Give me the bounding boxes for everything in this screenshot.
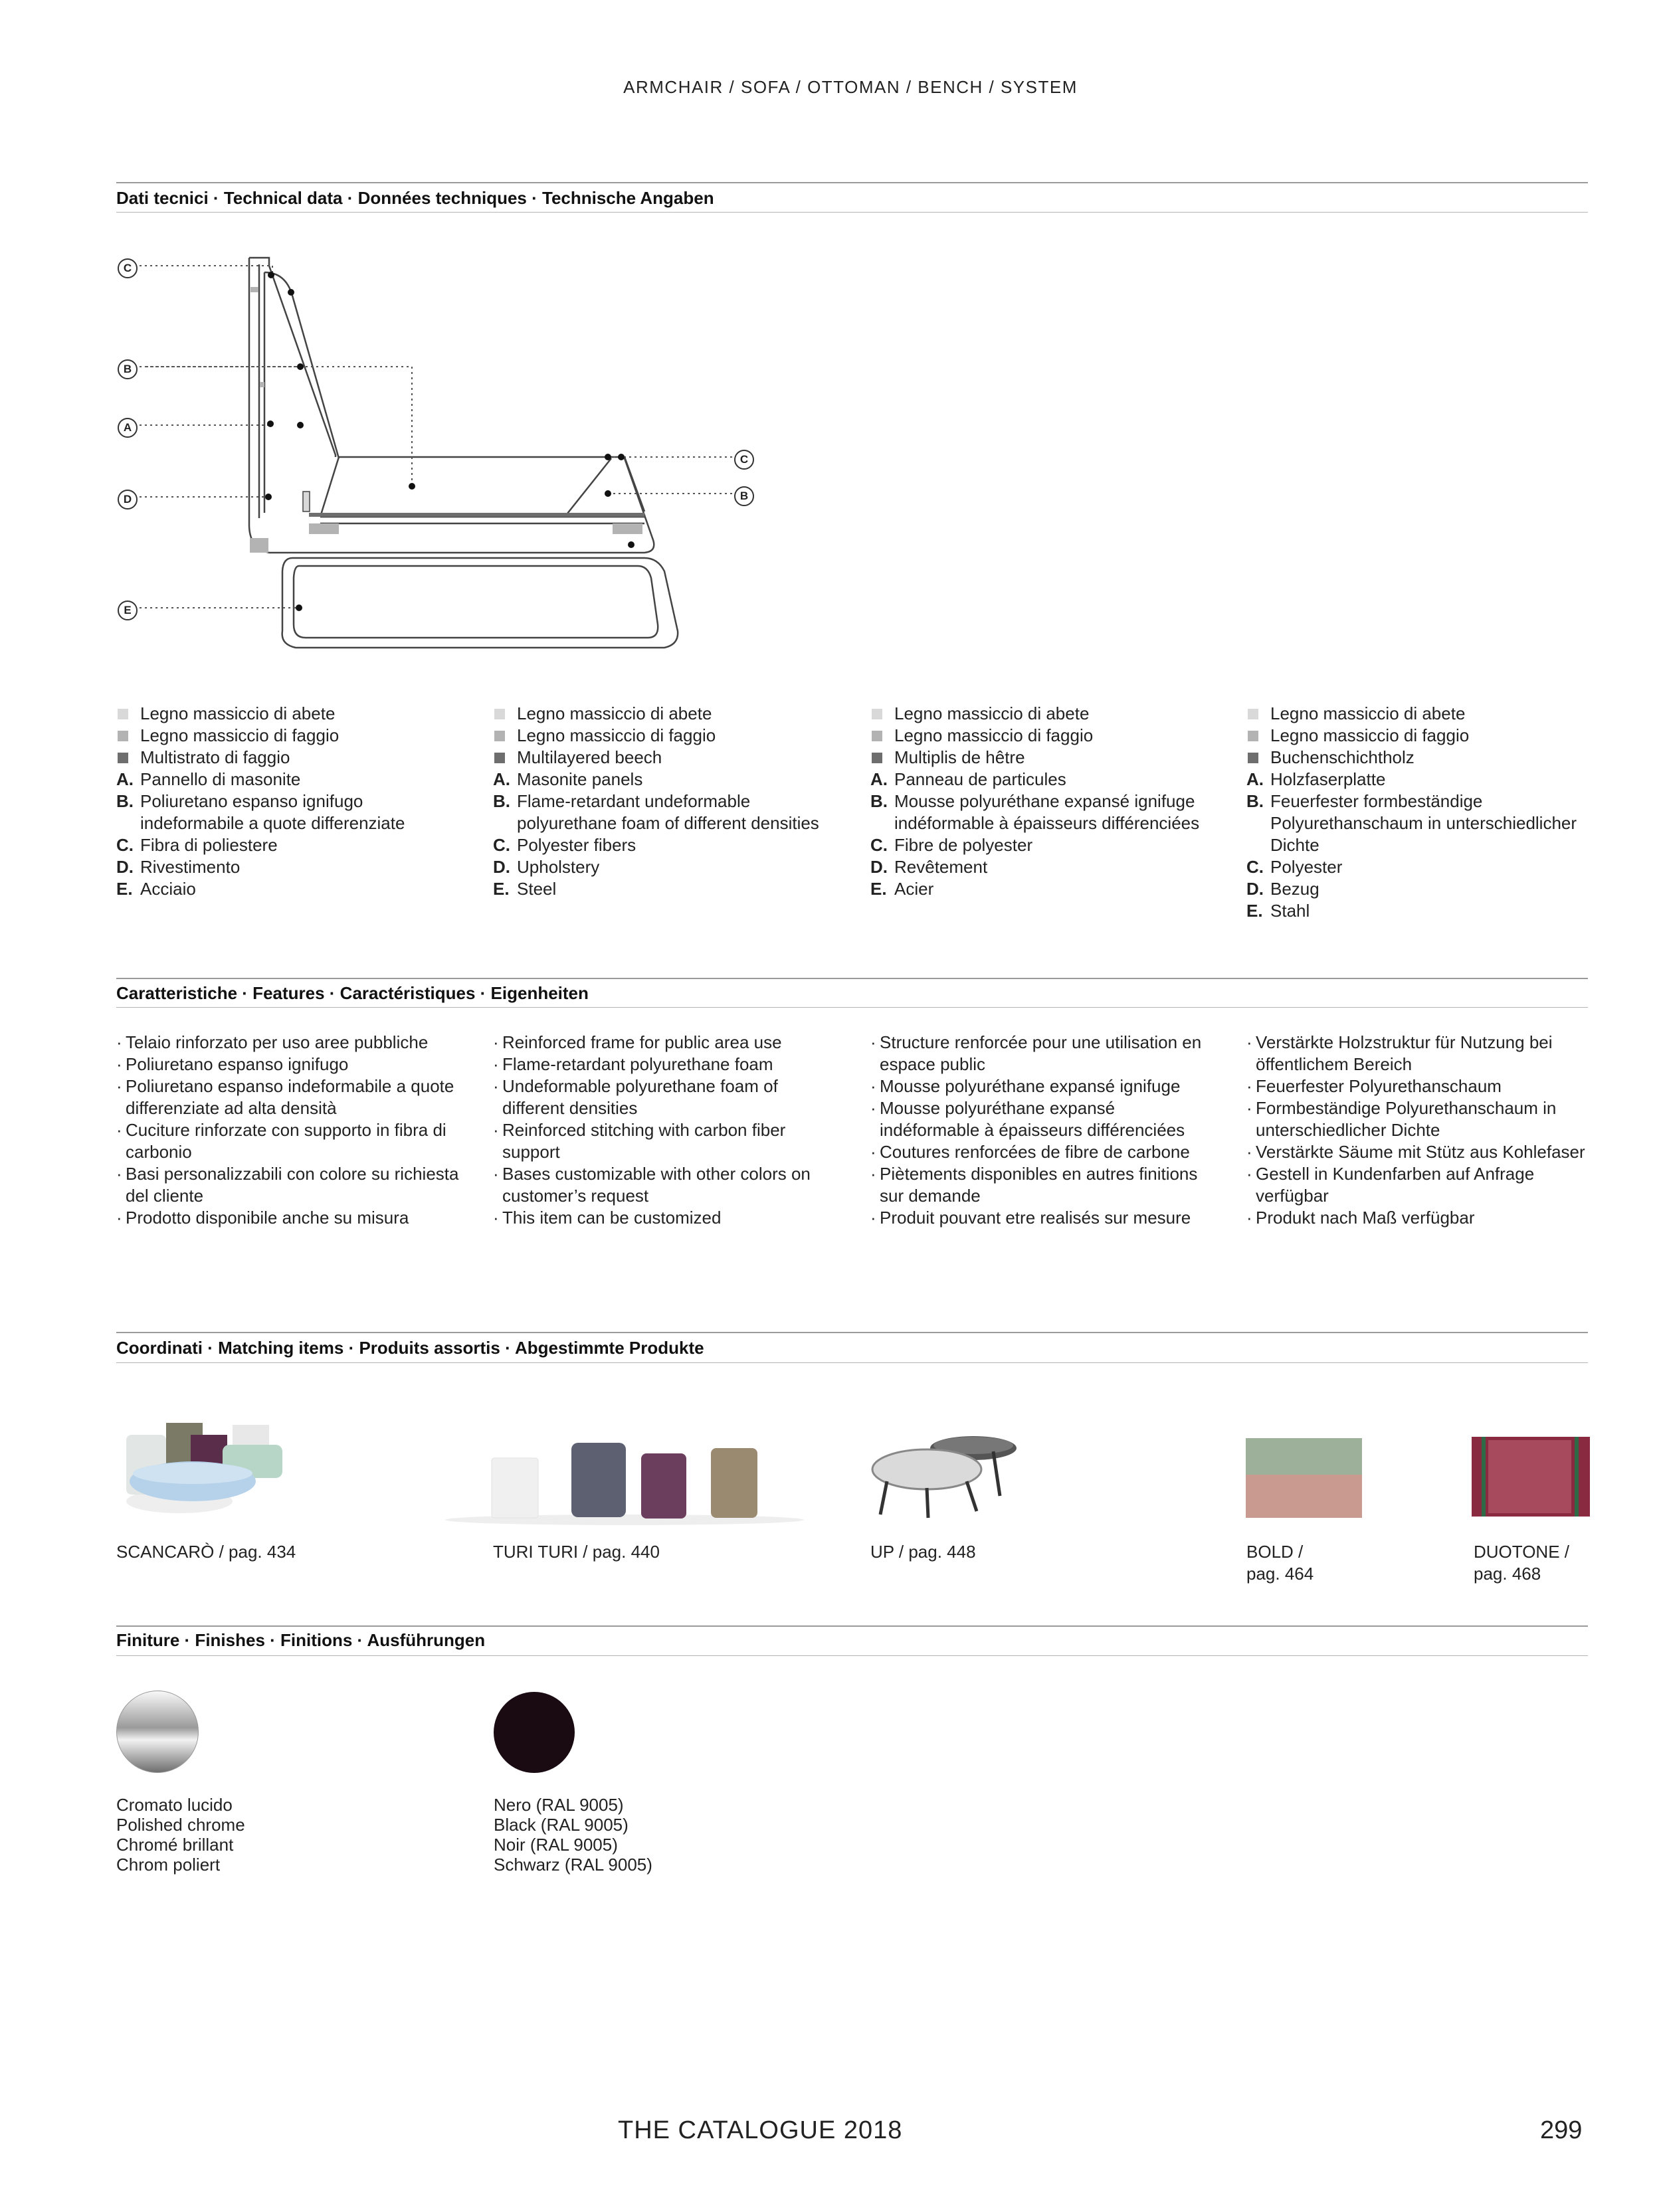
material-letter: C. [1246,857,1264,877]
material-letter: B. [1246,791,1264,811]
technical-data-heading: Dati tecnici · Technical data · Données techniques · Technische Angaben [116,188,714,208]
material-letter: A. [1246,769,1264,789]
material-swatch [118,731,128,741]
material-text: Legno massiccio di abete [517,703,712,723]
section-divider [116,978,1588,979]
material-item [1246,900,1592,922]
material-text: Flame-retardant undeformable polyurethane foam of different densities [517,791,819,833]
material-text: Multistrato di faggio [140,747,290,767]
diagram-label-b: B [118,359,138,379]
feature-item: · Bases customizable with other colors on customer’s request [493,1163,838,1207]
feature-item: · Produkt nach Maß verfügbar [1246,1207,1592,1229]
material-text: Upholstery [517,857,600,877]
feature-item: · Telaio rinforzato per uso aree pubbliche [116,1032,462,1054]
material-item [493,703,838,725]
material-text: Legno massiccio di faggio [517,725,716,745]
material-text: Legno massiccio di abete [1270,703,1466,723]
material-item [493,790,838,834]
material-text: Feuerfester formbeständige Polyurethanschaum in unterschiedlicher Dichte [1270,791,1577,855]
features-column [116,1032,462,1229]
material-item [493,747,838,769]
material-letter: E. [116,879,133,899]
material-text: Masonite panels [517,769,643,789]
material-letter: D. [870,857,888,877]
section-divider [116,1332,1588,1333]
feature-item: · Produit pouvant etre realisés sur mesure [870,1207,1216,1229]
page-category-header: ARMCHAIR / SOFA / OTTOMAN / BENCH / SYSTEM [623,77,1078,97]
turi-turi-product-image [439,1435,811,1528]
material-item [493,856,838,878]
feature-item: · Mousse polyuréthane expansé ignifuge [870,1075,1216,1097]
material-item [870,703,1216,725]
feature-item: · Reinforced frame for public area use [493,1032,838,1054]
finish-name: Cromato lucido [116,1795,233,1815]
material-item [1246,747,1592,769]
material-swatch [1248,731,1258,741]
material-item [1246,856,1592,878]
matching-item-link[interactable] [493,1541,660,1563]
materials-column-de [1246,703,1592,922]
matching-item-name: SCANCARÒ / pag. 434 [116,1542,296,1562]
feature-item: · Formbeständige Polyurethanschaum in unterschiedlicher Dichte [1246,1097,1592,1141]
matching-item-link[interactable] [1246,1541,1314,1585]
section-divider [116,1362,1588,1363]
material-letter: C. [493,835,510,855]
material-text: Bezug [1270,879,1319,899]
material-text: Legno massiccio di faggio [1270,725,1470,745]
material-item [116,878,462,900]
finish-name: Chrom poliert [116,1855,221,1875]
material-item [493,834,838,856]
matching-item-name: TURI TURI / pag. 440 [493,1542,660,1562]
material-text: Buchenschichtholz [1270,747,1415,767]
material-swatch [118,709,128,719]
matching-item-page: pag. 464 [1246,1564,1314,1584]
material-item [870,790,1216,834]
diagram-label-e: E [118,600,138,620]
material-text: Polyester [1270,857,1343,877]
material-letter: D. [1246,879,1264,899]
material-item [116,834,462,856]
matching-item-link[interactable] [116,1541,296,1563]
material-item [870,834,1216,856]
section-divider [116,1007,1588,1008]
material-text: Fibra di poliestere [140,835,278,855]
material-text: Legno massiccio di faggio [894,725,1094,745]
feature-item: · Piètements disponibles en autres finitions sur demande [870,1163,1216,1207]
feature-item: · Verstärkte Säume mit Stütz aus Kohlefaser [1246,1141,1592,1163]
finish-name: Nero (RAL 9005) [494,1795,624,1815]
material-item [870,769,1216,790]
material-item [1246,790,1592,856]
material-swatch [872,731,882,741]
matching-item-link[interactable] [1474,1541,1569,1585]
feature-item: · This item can be customized [493,1207,838,1229]
material-text: Pannello di masonite [140,769,301,789]
material-letter: B. [870,791,888,811]
material-letter: C. [870,835,888,855]
armchair-section-diagram [106,246,771,664]
finish-name: Black (RAL 9005) [494,1815,629,1835]
section-divider [116,182,1588,183]
black-finish-swatch [494,1692,575,1773]
footer-catalogue-title: THE CATALOGUE 2018 [618,2116,903,2144]
material-letter: E. [1246,901,1263,921]
material-text: Polyester fibers [517,835,636,855]
feature-item: · Prodotto disponibile anche su misura [116,1207,462,1229]
feature-item: · Verstärkte Holzstruktur für Nutzung bei öffentlichem Bereich [1246,1032,1592,1075]
up-product-image [867,1422,1026,1521]
finish-name: Chromé brillant [116,1835,234,1855]
material-item [493,769,838,790]
material-letter: A. [493,769,510,789]
scancaro-product-image [116,1415,316,1528]
diagram-label-c: C [118,258,138,278]
material-text: Rivestimento [140,857,241,877]
material-swatch [494,731,505,741]
material-text: Legno massiccio di abete [140,703,336,723]
material-item [870,725,1216,747]
feature-item: · Mousse polyuréthane expansé indéformable à épaisseurs différenciées [870,1097,1216,1141]
feature-item: · Flame-retardant polyurethane foam [493,1054,838,1075]
material-letter: D. [116,857,134,877]
section-divider [116,1655,1588,1656]
material-item [116,703,462,725]
material-text: Revêtement [894,857,988,877]
features-heading: Caratteristiche · Features · Caractéristiques · Eigenheiten [116,983,589,1003]
finish-description [116,1795,245,1875]
feature-item: · Poliuretano espanso indeformabile a quote differenziate ad alta densità [116,1075,462,1119]
section-divider [116,212,1588,213]
materials-column-en [493,703,838,900]
material-text: Legno massiccio di faggio [140,725,340,745]
materials-column-it [116,703,462,900]
features-column [1246,1032,1592,1229]
finish-name: Schwarz (RAL 9005) [494,1855,652,1875]
finish-name: Polished chrome [116,1815,245,1835]
diagram-label-a: A [118,418,138,438]
chrome-finish-swatch [116,1691,199,1773]
diagram-label-d: D [118,490,138,509]
material-item [1246,703,1592,725]
material-text: Mousse polyuréthane expansé ignifuge indéformable à épaisseurs différenciées [894,791,1200,833]
material-item [116,747,462,769]
material-text: Acier [894,879,934,899]
material-letter: B. [493,791,510,811]
material-item [116,725,462,747]
finishes-heading: Finiture · Finishes · Finitions · Ausführungen [116,1630,486,1650]
diagram-label-b-seat: B [734,486,754,506]
feature-item: · Structure renforcée pour une utilisation en espace public [870,1032,1216,1075]
material-swatch [872,753,882,763]
finish-description [494,1795,652,1875]
material-text: Stahl [1270,901,1310,921]
matching-item-name: BOLD / [1246,1542,1304,1562]
diagram-point [268,272,274,278]
material-letter: A. [116,769,134,789]
material-item [116,769,462,790]
section-divider [116,1625,1588,1627]
materials-column-fr [870,703,1216,900]
features-column [870,1032,1216,1229]
material-text: Acciaio [140,879,196,899]
material-letter: A. [870,769,888,789]
matching-item-name: UP / pag. 448 [870,1542,976,1562]
feature-item: · Poliuretano espanso ignifugo [116,1054,462,1075]
feature-item: · Cuciture rinforzate con supporto in fibra di carbonio [116,1119,462,1163]
feature-item: · Basi personalizzabili con colore su richiesta del cliente [116,1163,462,1207]
bold-product-image [1242,1435,1369,1521]
page-number: 299 [1540,2116,1583,2144]
diagram-label-c-seat: C [734,450,754,470]
material-swatch [872,709,882,719]
material-letter: D. [493,857,510,877]
material-letter: C. [116,835,134,855]
material-text: Legno massiccio di abete [894,703,1090,723]
material-item [116,856,462,878]
material-letter: E. [493,879,510,899]
features-column [493,1032,838,1229]
material-swatch [494,709,505,719]
feature-item: · Undeformable polyurethane foam of different densities [493,1075,838,1119]
material-item [870,747,1216,769]
feature-item: · Coutures renforcées de fibre de carbone [870,1141,1216,1163]
matching-items-heading: Coordinati · Matching items · Produits assortis · Abgestimmte Produkte [116,1338,704,1358]
material-text: Fibre de polyester [894,835,1033,855]
material-item [870,856,1216,878]
material-item [493,725,838,747]
finish-name: Noir (RAL 9005) [494,1835,618,1855]
material-text: Steel [517,879,557,899]
duotone-product-image [1468,1433,1595,1520]
material-text: Multiplis de hêtre [894,747,1025,767]
material-item [1246,725,1592,747]
material-item [870,878,1216,900]
matching-item-page: pag. 468 [1474,1564,1541,1584]
feature-item: · Gestell in Kundenfarben auf Anfrage verfügbar [1246,1163,1592,1207]
material-item [1246,878,1592,900]
material-swatch [494,753,505,763]
material-item [493,878,838,900]
material-letter: E. [870,879,887,899]
material-text: Panneau de particules [894,769,1066,789]
feature-item: · Feuerfester Polyurethanschaum [1246,1075,1592,1097]
material-swatch [1248,709,1258,719]
material-letter: B. [116,791,134,811]
matching-item-name: DUOTONE / [1474,1542,1569,1562]
feature-item: · Reinforced stitching with carbon fiber support [493,1119,838,1163]
material-swatch [118,753,128,763]
material-text: Poliuretano espanso ignifugo indeformabile a quote differenziate [140,791,405,833]
material-swatch [1248,753,1258,763]
material-item [1246,769,1592,790]
material-text: Multilayered beech [517,747,662,767]
material-text: Holzfaserplatte [1270,769,1386,789]
matching-item-link[interactable] [870,1541,976,1563]
material-item [116,790,462,834]
